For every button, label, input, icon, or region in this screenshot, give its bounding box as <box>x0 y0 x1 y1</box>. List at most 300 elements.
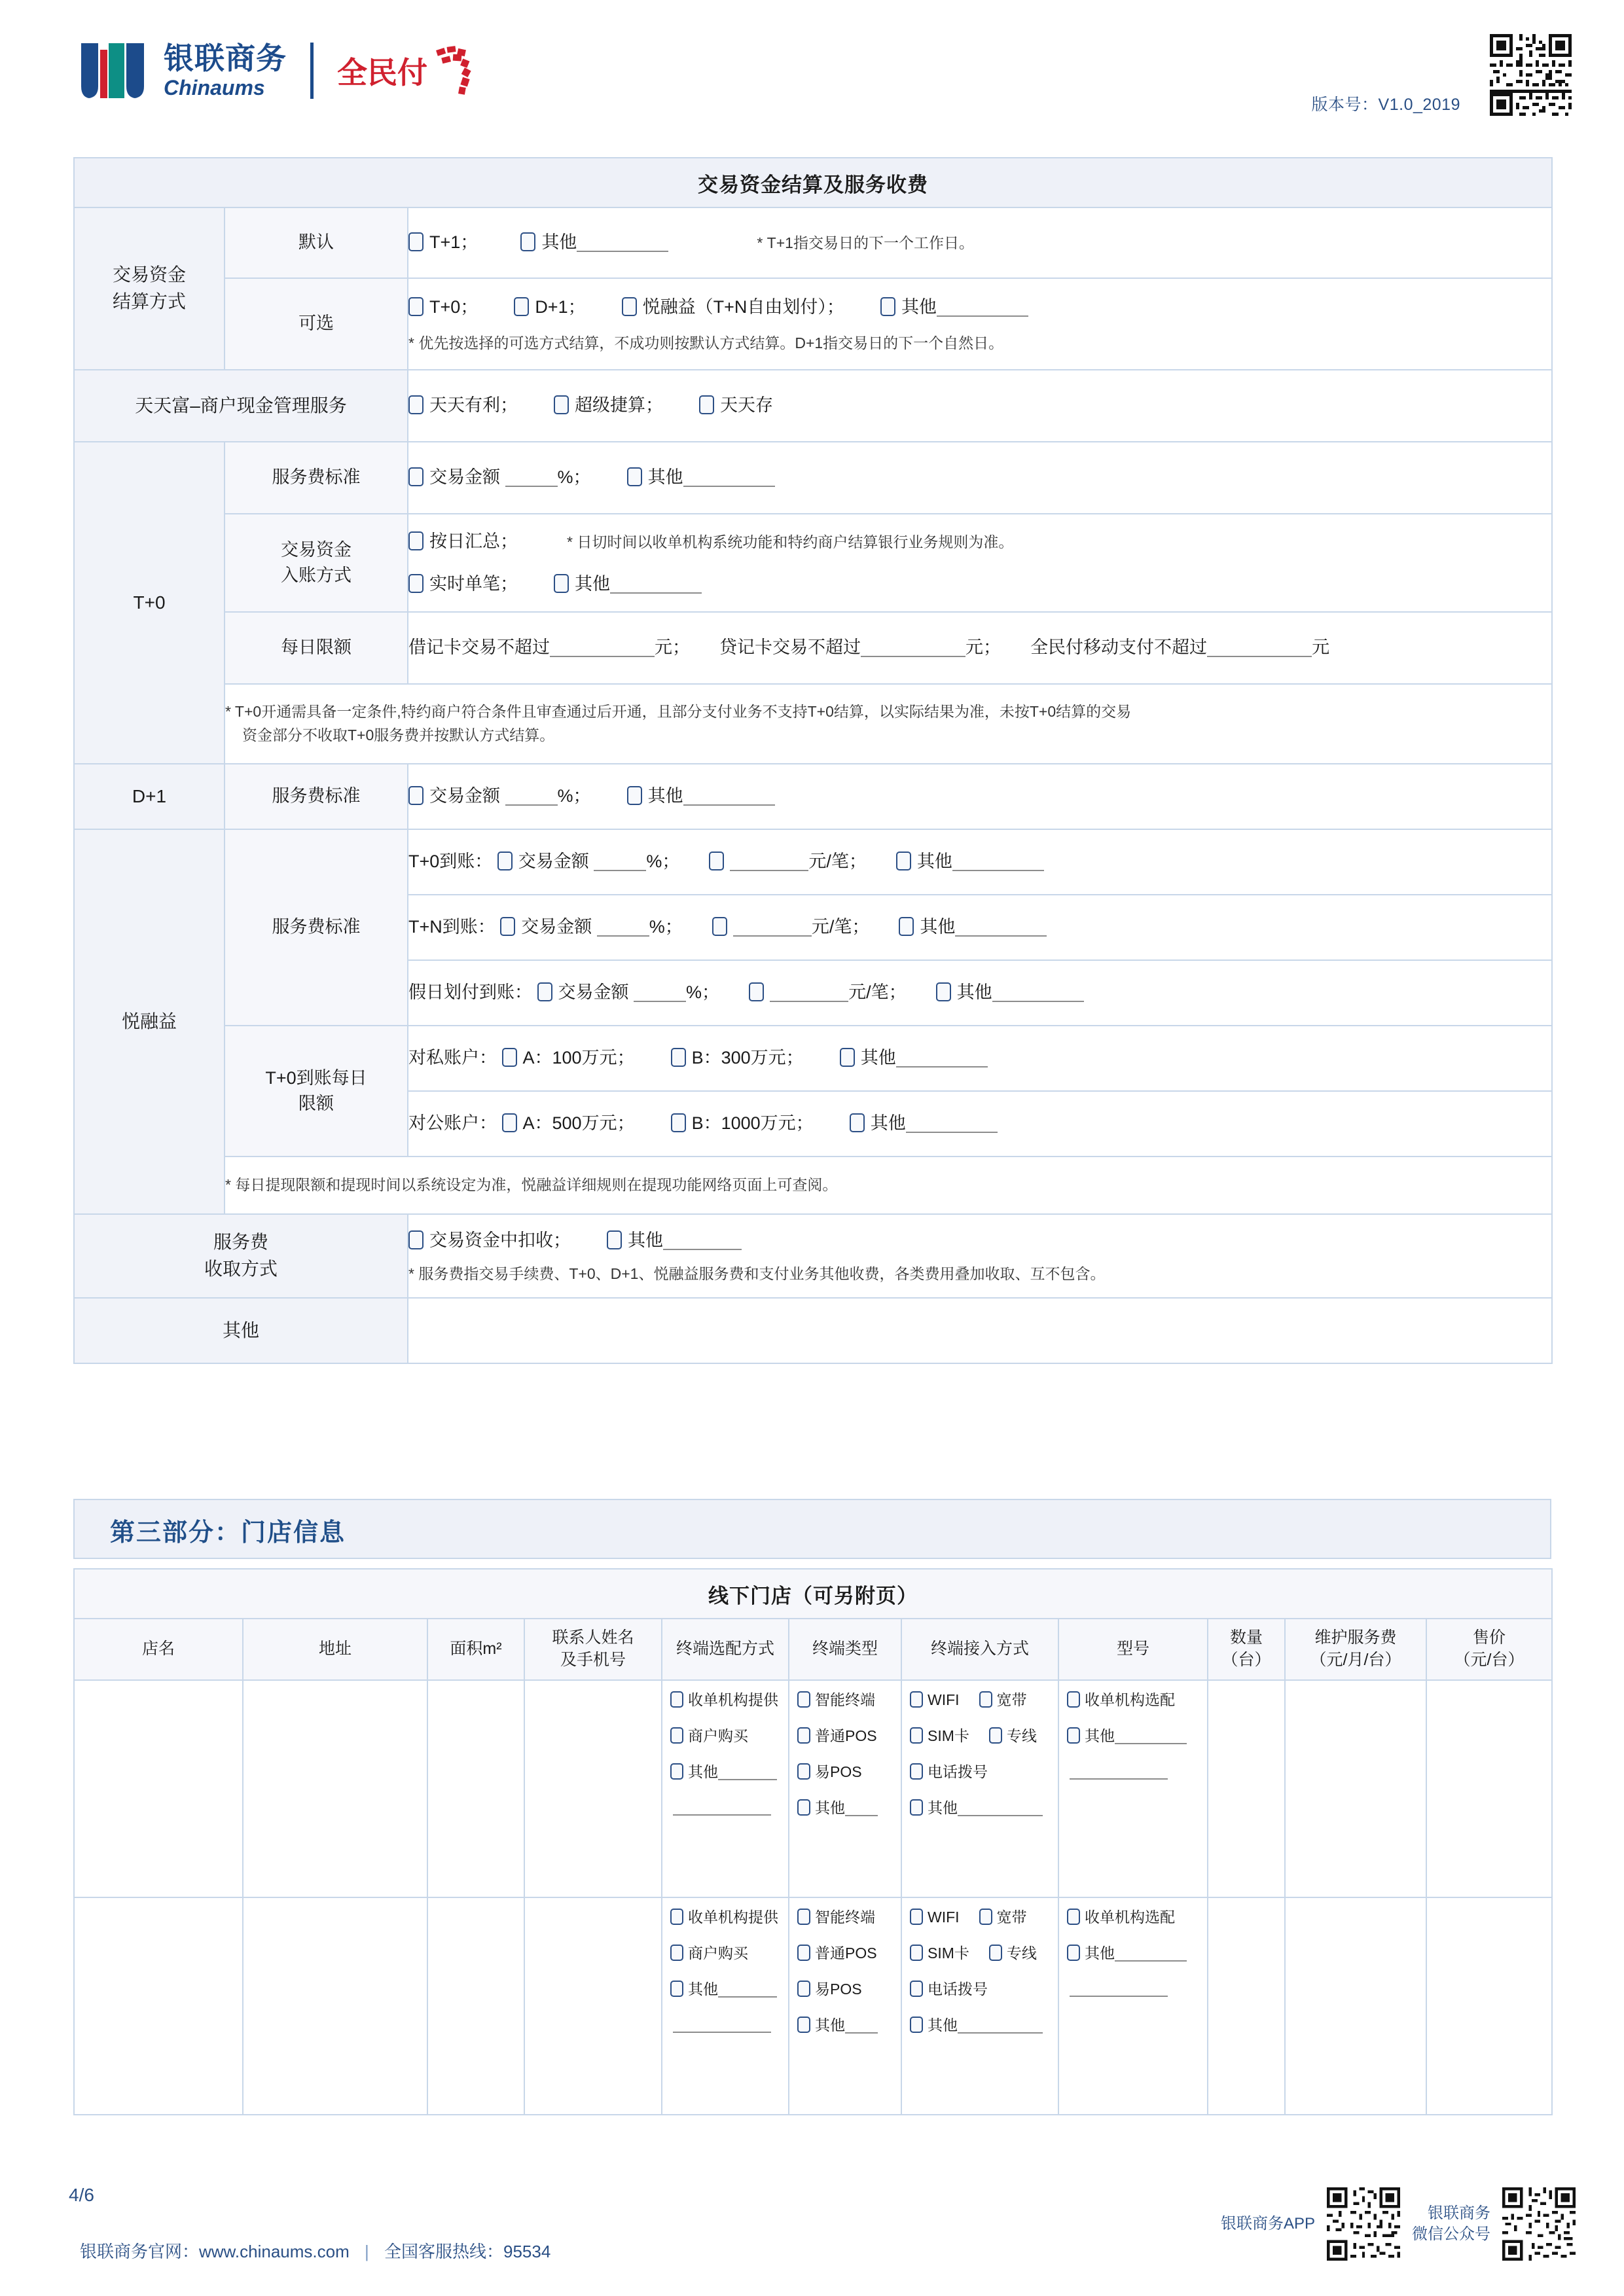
checkbox-supply-merchant[interactable] <box>670 1945 683 1961</box>
prefix-personal-account: 对私账户： <box>408 1048 497 1068</box>
table-row-settlement-optional <box>74 278 1552 370</box>
col-header-store-name: 店名 <box>74 1619 243 1680</box>
label-type-other: 其他 <box>815 2017 845 2034</box>
checkbox-access-broadband[interactable] <box>979 1691 992 1708</box>
col-header-terminal-access: 终端接入方式 <box>901 1619 1058 1680</box>
option-label-t0-fee-other: 其他 <box>647 467 683 488</box>
checkbox-access-wifi[interactable] <box>910 1909 923 1925</box>
label-access-other: 其他 <box>928 2017 958 2034</box>
cell-terminal-access <box>901 1897 1058 2115</box>
checkbox-model-acquirer-select[interactable] <box>1067 1691 1080 1708</box>
input-yry-holiday-per-txn[interactable] <box>770 1001 848 1002</box>
input-posting-other[interactable] <box>610 592 702 594</box>
cell-tiantianfu-options <box>408 370 1552 442</box>
checkbox-model-other[interactable] <box>1067 1727 1080 1744</box>
cell-model <box>1058 1680 1208 1897</box>
checkbox-yry-holiday-amount[interactable] <box>537 982 552 1001</box>
label-supply-acquirer: 收单机构提供 <box>688 1691 778 1708</box>
row-label-d1: D+1 <box>74 764 225 829</box>
label-personal-b: B：300万元； <box>691 1048 804 1068</box>
input-yry-t0-per-txn[interactable] <box>730 870 808 871</box>
label-yry-holiday-other: 其他 <box>956 982 992 1003</box>
note-t0-line1: * T+0开通需具备一定条件,特约商户符合条件且审查通过后开通，且部分支付业务不支持T+0结算，以实际结果为准，未按T+0结算的交易 <box>225 703 1132 721</box>
input-yry-t0-other[interactable] <box>952 870 1044 871</box>
brand-logo-text <box>164 43 287 98</box>
store-table-banner-row <box>74 1569 1552 1619</box>
checkbox-yry-tn-per-txn[interactable] <box>712 917 727 936</box>
prefix-corporate-account: 对公账户： <box>408 1113 497 1134</box>
footer-wechat-label <box>1412 2203 1490 2246</box>
input-model-other[interactable] <box>1115 1960 1187 1962</box>
cell-t0-fee-standard <box>408 442 1552 514</box>
checkbox-supply-acquirer[interactable] <box>670 1909 683 1925</box>
row-label-t0: T+0 <box>74 442 225 764</box>
input-credit-limit[interactable] <box>861 656 965 657</box>
checkbox-type-normal-pos[interactable] <box>797 1727 810 1744</box>
unit-credit-limit: 元； <box>965 637 1001 658</box>
unit-yry-tn-percent: %； <box>649 917 683 937</box>
input-yry-holiday-percent[interactable] <box>634 1001 686 1002</box>
table-row-yry-fee-1 <box>74 829 1552 895</box>
table-row <box>74 1680 1552 1897</box>
label-access-leased-line: 专线 <box>1006 1945 1037 1962</box>
cell-yry-limit-corporate <box>408 1091 1552 1157</box>
option-label-default-other: 其他 <box>541 232 577 253</box>
checkbox-personal-a[interactable] <box>502 1048 517 1067</box>
table-row-t0-daily-limit <box>74 612 1552 684</box>
checkbox-type-normal-pos[interactable] <box>797 1945 810 1961</box>
checkbox-t0-amount[interactable] <box>408 467 424 486</box>
note-daily-cutoff: * 日切时间以收单机构系统功能和特约商户结算银行业务规则为准。 <box>567 533 1014 550</box>
checkbox-type-other[interactable] <box>797 2017 810 2033</box>
checkbox-yry-t0-amount[interactable] <box>497 852 513 870</box>
option-label-tiantiancun: 天天存 <box>720 395 774 416</box>
checkbox-deduct-from-funds[interactable] <box>408 1230 424 1249</box>
sublabel-line2: 入账方式 <box>281 565 352 585</box>
label-yry-tn-other: 其他 <box>920 917 956 937</box>
table-row-t0-note <box>74 684 1552 764</box>
settlement-table-title: 交易资金结算及服务收费 <box>74 158 1552 207</box>
cell-store-name[interactable] <box>74 1680 243 1897</box>
checkbox-fee-collection-other[interactable] <box>607 1230 622 1249</box>
label-access-wifi: WIFI <box>928 1909 960 1926</box>
footer-separator: | <box>364 2242 369 2261</box>
wechat-label-line1: 银联商务 <box>1428 2204 1490 2222</box>
unit-t0-percent: %； <box>557 467 591 488</box>
unit-yry-holiday-percent: %； <box>686 982 720 1003</box>
checkered-flag-icon <box>431 45 472 96</box>
label-supply-other: 其他 <box>688 1763 718 1780</box>
posting-line-1 <box>408 528 1551 556</box>
checkbox-realtime-single[interactable] <box>408 574 424 593</box>
cell-fee-collection <box>408 1214 1552 1298</box>
cell-terminal-type <box>789 1897 901 2115</box>
label-personal-a: A：100万元； <box>522 1048 635 1068</box>
label-fee-collection-other: 其他 <box>628 1230 664 1250</box>
option-label-t0-amount: 交易金额 <box>429 467 500 488</box>
checkbox-t-plus-0[interactable] <box>408 297 424 316</box>
label-type-other: 其他 <box>815 1799 845 1816</box>
input-d1-other[interactable] <box>683 804 775 806</box>
sub-label-t0-daily-limit: 每日限额 <box>225 612 408 684</box>
cell-t0-daily-limit <box>408 612 1552 684</box>
label-access-leased-line: 专线 <box>1006 1727 1037 1744</box>
footer-website[interactable]: 银联商务官网：www.chinaums.com <box>80 2242 350 2261</box>
checkbox-d-plus-1[interactable] <box>514 297 529 316</box>
checkbox-d1-amount[interactable] <box>408 786 424 805</box>
footer-hotline: 全国客服热线：95534 <box>384 2242 551 2261</box>
checkbox-type-epos[interactable] <box>797 1763 810 1780</box>
col-header-address: 地址 <box>243 1619 427 1680</box>
row-label-yuerongyi: 悦融益 <box>74 829 225 1214</box>
page-header <box>0 0 1624 151</box>
checkbox-yry-holiday-other[interactable] <box>936 982 951 1001</box>
label-model-acquirer-select: 收单机构选配 <box>1085 1909 1175 1926</box>
label-access-other: 其他 <box>928 1799 958 1816</box>
cell-yry-fee-holiday <box>408 960 1552 1026</box>
label-supply-other: 其他 <box>688 1981 718 1998</box>
checkbox-yry-t0-other[interactable] <box>896 852 911 870</box>
unit-yry-tn-per-txn: 元/笔； <box>811 917 870 937</box>
table-row-yry-note <box>74 1157 1552 1214</box>
label-corporate-other: 其他 <box>870 1113 906 1134</box>
option-label-optional-other: 其他 <box>901 296 937 317</box>
cell-yry-note <box>225 1157 1552 1214</box>
label-type-epos: 易POS <box>815 1763 862 1780</box>
checkbox-access-other[interactable] <box>910 2017 923 2033</box>
checkbox-personal-other[interactable] <box>840 1048 855 1067</box>
label-type-epos: 易POS <box>815 1981 862 1998</box>
table-row-yry-limit-1 <box>74 1026 1552 1091</box>
cell-contact[interactable] <box>524 1680 662 1897</box>
label-supply-acquirer: 收单机构提供 <box>688 1909 778 1926</box>
input-yry-holiday-other[interactable] <box>992 1001 1084 1002</box>
cell-store-name[interactable] <box>74 1897 243 2115</box>
checkbox-yry-tn-other[interactable] <box>899 917 914 936</box>
cell-terminal-supply <box>662 1897 789 2115</box>
cell-area[interactable] <box>427 1897 524 2115</box>
label-deduct-from-funds: 交易资金中扣收； <box>429 1230 571 1250</box>
label-access-broadband: 宽带 <box>996 1909 1027 1926</box>
checkbox-yry-holiday-per-txn[interactable] <box>749 982 764 1001</box>
input-mobile-limit[interactable] <box>1207 656 1312 657</box>
cell-address[interactable] <box>243 1897 427 2115</box>
input-type-other[interactable] <box>845 2032 878 2034</box>
label-corporate-a: A：500万元； <box>522 1113 635 1134</box>
logo-divider <box>310 43 314 99</box>
text-credit-limit: 贷记卡交易不超过 <box>719 637 861 658</box>
fee-collection-line2: 收取方式 <box>204 1259 278 1279</box>
sub-label-yry-daily-limit <box>225 1026 408 1157</box>
option-label-d1-amount: 交易金额 <box>429 786 500 806</box>
prefix-yry-holiday: 假日划付到账： <box>408 982 532 1003</box>
sub-label-t0-posting <box>225 514 408 612</box>
prefix-yry-t0: T+0到账： <box>408 852 493 872</box>
checkbox-access-leased-line[interactable] <box>989 1727 1002 1744</box>
option-label-realtime-single: 实时单笔； <box>429 574 518 594</box>
input-yry-tn-other[interactable] <box>955 935 1047 937</box>
row-label-other: 其他 <box>74 1298 408 1363</box>
note-fee-collection: * 服务费指交易手续费、T+0、D+1、悦融益服务费和支付业务其他收费，各类费用叠加收取、互不包含。 <box>408 1265 1106 1282</box>
note-optional-settlement: * 优先按选择的可选方式结算，不成功则按默认方式结算。D+1指交易日的下一个自然日。 <box>408 334 1004 351</box>
input-optional-other[interactable] <box>937 315 1028 317</box>
unit-mobile-limit: 元 <box>1312 637 1330 658</box>
option-label-posting-other: 其他 <box>575 574 611 594</box>
input-t0-percent[interactable] <box>505 486 558 487</box>
cell-address[interactable] <box>243 1680 427 1897</box>
table-row-t0-fee-standard <box>74 442 1552 514</box>
version-label: 版本号：V1.0_2019 <box>1311 96 1460 114</box>
posting-line-2 <box>408 570 1551 598</box>
input-default-other[interactable] <box>577 251 668 252</box>
sub-label-yry-fee-standard: 服务费标准 <box>225 829 408 1026</box>
checkbox-access-sim[interactable] <box>910 1727 923 1744</box>
label-access-dialup: 电话拨号 <box>928 1981 988 1998</box>
checkbox-tiantiancun[interactable] <box>699 395 714 414</box>
footer-qr-group <box>1221 2187 1576 2261</box>
option-label-tiantianyouli: 天天有利； <box>429 395 518 416</box>
input-access-other[interactable] <box>958 2032 1043 2034</box>
checkbox-yuerongyi[interactable] <box>622 297 637 316</box>
settlement-fee-table <box>73 157 1553 1364</box>
cell-yry-limit-personal <box>408 1026 1552 1091</box>
checkbox-corporate-other[interactable] <box>850 1113 865 1132</box>
cell-t0-posting <box>408 514 1552 612</box>
input-d1-percent[interactable] <box>505 804 558 806</box>
col-header-quantity: 数量 （台） <box>1208 1619 1285 1680</box>
cell-price[interactable] <box>1426 1680 1552 1897</box>
label-access-broadband: 宽带 <box>996 1691 1027 1708</box>
input-model-other-line2[interactable] <box>1070 1778 1168 1780</box>
input-yry-tn-per-txn[interactable] <box>733 935 812 937</box>
col-header-model: 型号 <box>1058 1619 1208 1680</box>
label-type-smart: 智能终端 <box>815 1909 875 1926</box>
unit-yry-holiday-per-txn: 元/笔； <box>848 982 907 1003</box>
checkbox-type-other[interactable] <box>797 1799 810 1816</box>
table-row-other <box>74 1298 1552 1363</box>
checkbox-t0-fee-other[interactable] <box>627 467 642 486</box>
checkbox-access-dialup[interactable] <box>910 1981 923 1997</box>
cell-maintenance-fee[interactable] <box>1285 1897 1426 2115</box>
col-header-terminal-type: 终端类型 <box>789 1619 901 1680</box>
page-number: 4/6 <box>69 2185 94 2205</box>
checkbox-d1-other[interactable] <box>627 786 642 805</box>
checkbox-type-smart[interactable] <box>797 1691 810 1708</box>
quanminfu-label: 全民付 <box>337 55 427 90</box>
input-yry-t0-percent[interactable] <box>594 870 646 871</box>
sublabel-line1: 交易资金 <box>281 539 352 560</box>
cell-d1-fee <box>408 764 1552 829</box>
prefix-yry-tn: T+N到账： <box>408 917 496 937</box>
col-header-maintenance-fee: 维护服务费 （元/月/台） <box>1285 1619 1426 1680</box>
col-header-contact: 联系人姓名 及手机号 <box>524 1619 662 1680</box>
table-row-fee-collection <box>74 1214 1552 1298</box>
label-yry-t0-amount: 交易金额 <box>518 852 589 872</box>
cell-quantity[interactable] <box>1208 1897 1285 2115</box>
note-default-settlement: * T+1指交易日的下一个工作日。 <box>757 234 974 252</box>
label-model-acquirer-select: 收单机构选配 <box>1085 1691 1175 1708</box>
input-model-other[interactable] <box>1115 1743 1187 1744</box>
quanminfu-logo <box>337 45 472 96</box>
option-label-chaojijiesuan: 超级捷算； <box>575 395 664 416</box>
label-access-sim: SIM卡 <box>928 1727 969 1744</box>
checkbox-access-leased-line[interactable] <box>989 1945 1002 1961</box>
input-supply-other-line2[interactable] <box>673 2032 771 2033</box>
cell-contact[interactable] <box>524 1897 662 2115</box>
cell-model <box>1058 1897 1208 2115</box>
cell-settlement-default-options <box>408 207 1552 278</box>
section3-header-box <box>73 1499 1551 1559</box>
checkbox-yry-t0-per-txn[interactable] <box>709 852 724 870</box>
option-label-yuerongyi: 悦融益（T+N自由划付）； <box>642 296 844 317</box>
label-yry-tn-amount: 交易金额 <box>521 917 592 937</box>
cell-yry-fee-t0 <box>408 829 1552 895</box>
input-fee-collection-other[interactable] <box>663 1249 742 1250</box>
wechat-label-line2: 微信公众号 <box>1412 2225 1490 2243</box>
checkbox-tiantianyouli[interactable] <box>408 395 424 414</box>
table-row-tiantianfu <box>74 370 1552 442</box>
checkbox-t-plus-1[interactable] <box>408 232 424 251</box>
checkbox-supply-merchant[interactable] <box>670 1727 683 1744</box>
store-table-header-row <box>74 1619 1552 1680</box>
checkbox-model-other[interactable] <box>1067 1945 1080 1961</box>
label-yry-t0-other: 其他 <box>916 852 952 872</box>
label-corporate-b: B：1000万元； <box>691 1113 814 1134</box>
sub-label-default: 默认 <box>225 207 408 278</box>
unit-debit-limit: 元； <box>655 637 690 658</box>
checkbox-daily-summary[interactable] <box>408 531 424 550</box>
checkbox-corporate-a[interactable] <box>502 1113 517 1132</box>
row-label-tiantianfu: 天天富–商户现金管理服务 <box>74 370 408 442</box>
checkbox-access-sim[interactable] <box>910 1945 923 1961</box>
fee-collection-line1: 服务费 <box>213 1232 268 1253</box>
brand-name-cn: 银联商务 <box>164 41 287 76</box>
checkbox-default-other[interactable] <box>520 232 535 251</box>
row-label-fee-collection <box>74 1214 408 1298</box>
table-row-t0-posting <box>74 514 1552 612</box>
checkbox-access-wifi[interactable] <box>910 1691 923 1708</box>
label-line2: 结算方式 <box>112 291 186 312</box>
checkbox-personal-b[interactable] <box>671 1048 686 1067</box>
cell-terminal-access <box>901 1680 1058 1897</box>
checkbox-corporate-b[interactable] <box>671 1113 686 1132</box>
checkbox-chaojijiesuan[interactable] <box>554 395 569 414</box>
cell-maintenance-fee[interactable] <box>1285 1680 1426 1897</box>
cell-settlement-optional-options <box>408 278 1552 370</box>
checkbox-access-broadband[interactable] <box>979 1909 992 1925</box>
input-type-other[interactable] <box>845 1815 878 1816</box>
input-supply-other[interactable] <box>718 1996 777 1998</box>
checkbox-supply-other[interactable] <box>670 1981 683 1997</box>
option-label-d1-other: 其他 <box>647 786 683 806</box>
cell-terminal-type <box>789 1680 901 1897</box>
checkbox-access-dialup[interactable] <box>910 1763 923 1780</box>
label-model-other: 其他 <box>1085 1945 1115 1962</box>
table-title-row <box>74 158 1552 207</box>
sub-label-t0-fee-standard: 服务费标准 <box>225 442 408 514</box>
footer-contact-line <box>80 2238 550 2263</box>
cell-price[interactable] <box>1426 1897 1552 2115</box>
label-access-wifi: WIFI <box>928 1691 960 1708</box>
label-supply-merchant: 商户购买 <box>688 1945 748 1962</box>
yry-limit-line2: 限额 <box>298 1094 334 1113</box>
cell-area[interactable] <box>427 1680 524 1897</box>
input-corporate-other[interactable] <box>906 1132 998 1133</box>
input-access-other[interactable] <box>958 1815 1043 1816</box>
input-supply-other[interactable] <box>718 1779 777 1780</box>
option-label-t-plus-1: T+1； <box>429 232 478 253</box>
col-header-price: 售价 （元/台） <box>1426 1619 1552 1680</box>
checkbox-type-smart[interactable] <box>797 1909 810 1925</box>
checkbox-access-other[interactable] <box>910 1799 923 1816</box>
label-personal-other: 其他 <box>860 1048 896 1068</box>
label-yry-holiday-amount: 交易金额 <box>558 982 629 1003</box>
label-type-normal-pos: 普通POS <box>815 1945 877 1962</box>
option-label-d-plus-1: D+1； <box>535 296 586 317</box>
checkbox-supply-other[interactable] <box>670 1763 683 1780</box>
note-t0-line2: 资金部分不收取T+0服务费并按默认方式结算。 <box>242 726 555 744</box>
checkbox-type-epos[interactable] <box>797 1981 810 1997</box>
table-row-settlement-default <box>74 207 1552 278</box>
input-supply-other-line2[interactable] <box>673 1814 771 1816</box>
text-debit-limit: 借记卡交易不超过 <box>408 637 550 658</box>
section3-title: 第三部分：门店信息 <box>110 1519 346 1547</box>
checkbox-posting-other[interactable] <box>554 574 569 593</box>
col-header-area: 面积m² <box>427 1619 524 1680</box>
cell-t0-note <box>225 684 1552 764</box>
text-mobile-limit: 全民付移动支付不超过 <box>1030 637 1208 658</box>
cell-yry-fee-tn <box>408 895 1552 960</box>
input-personal-other[interactable] <box>896 1066 988 1067</box>
input-t0-fee-other[interactable] <box>683 486 775 487</box>
wechat-qr-code-icon <box>1502 2187 1576 2261</box>
col-header-terminal-supply: 终端选配方式 <box>662 1619 789 1680</box>
table-row-d1 <box>74 764 1552 829</box>
header-qr-code-icon <box>1490 34 1572 116</box>
checkbox-yry-tn-amount[interactable] <box>500 917 515 936</box>
checkbox-optional-other[interactable] <box>880 297 895 316</box>
input-debit-limit[interactable] <box>550 656 655 657</box>
cell-other-value[interactable] <box>408 1298 1552 1363</box>
option-label-daily-summary: 按日汇总； <box>429 531 518 551</box>
label-type-smart: 智能终端 <box>815 1691 875 1708</box>
cell-terminal-supply <box>662 1680 789 1897</box>
unit-d1-percent: %； <box>557 786 591 806</box>
yry-limit-line1: T+0到账每日 <box>265 1067 367 1088</box>
checkbox-model-acquirer-select[interactable] <box>1067 1909 1080 1925</box>
cell-quantity[interactable] <box>1208 1680 1285 1897</box>
checkbox-supply-acquirer[interactable] <box>670 1691 683 1708</box>
chinaums-logo-icon <box>79 41 149 101</box>
note-yuerongyi: * 每日提现限额和提现时间以系统设定为准，悦融益详细规则在提现功能网络页面上可查阅。 <box>225 1176 838 1194</box>
brand-name-en: Chinaums <box>164 76 265 99</box>
store-table-banner: 线下门店（可另附页） <box>74 1569 1552 1619</box>
fee-collection-options <box>408 1227 1551 1255</box>
label-line1: 交易资金 <box>112 264 186 285</box>
input-model-other-line2[interactable] <box>1070 1996 1168 1997</box>
unit-yry-t0-per-txn: 元/笔； <box>808 852 867 872</box>
label-supply-merchant: 商户购买 <box>688 1727 748 1744</box>
sub-label-d1-fee: 服务费标准 <box>225 764 408 829</box>
sub-label-optional: 可选 <box>225 278 408 370</box>
input-yry-tn-percent[interactable] <box>597 935 649 937</box>
footer-app-label: 银联商务APP <box>1220 2214 1315 2233</box>
unit-yry-t0-percent: %； <box>646 852 680 872</box>
row-label-settlement-method <box>74 207 225 370</box>
label-type-normal-pos: 普通POS <box>815 1727 877 1744</box>
option-label-t-plus-0: T+0； <box>429 296 478 317</box>
app-qr-code-icon <box>1327 2187 1400 2261</box>
